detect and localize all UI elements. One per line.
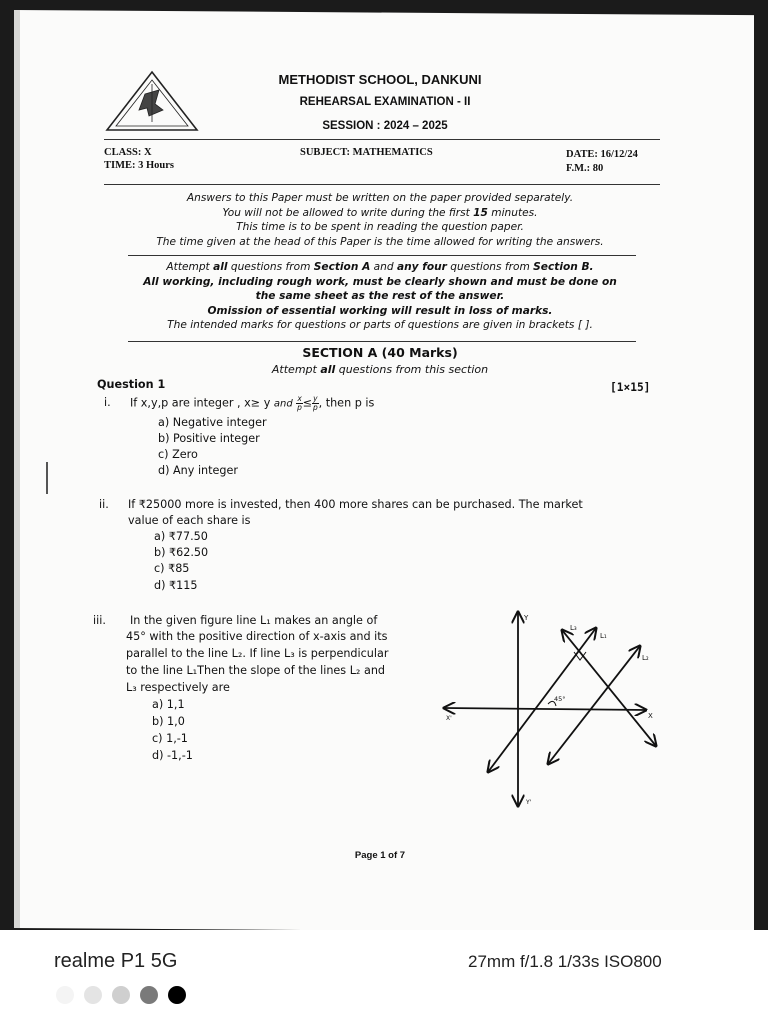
instruction-line: Answers to this Paper must be written on the paper provided separately. [186,192,574,204]
camera-model: realme P1 5G [54,950,178,972]
instruction-bold: 15 [473,206,488,219]
color-dots [56,986,186,1004]
line-l2 [548,646,640,764]
question-stem: 45° with the positive direction of x-axis and its [126,630,388,643]
session-title: SESSION : 2024 – 2025 [322,120,448,132]
instruction-text: You will not be allowed to write during the first [222,206,474,219]
instruction-bold: any four [396,261,447,273]
stem-symbol: ≤ [302,396,313,410]
camera-watermark-bar [0,930,768,1024]
meta-divider [104,184,660,185]
subject-label: SUBJECT: MATHEMATICS [300,147,433,158]
date-label: DATE: 16/12/24 [566,149,638,160]
option: d) Any integer [158,464,238,477]
instruction-line: The intended marks for questions or parts of questions are given in brackets [ ]. [167,319,593,331]
instruction-line [100,260,660,275]
fraction-numerator: x [297,394,302,403]
x-prime-label: X' [446,715,452,722]
class-label: CLASS: X [104,147,152,158]
option: a) ₹77.50 [154,530,208,543]
fraction-numerator: y [313,394,318,403]
camera-specs: 27mm f/1.8 1/33s ISO800 [468,952,662,971]
question-stem: If ₹25000 more is invested, then 400 more shares can be purchased. The market [128,498,583,511]
option: b) Positive integer [158,432,260,445]
question-stem: value of each share is [128,514,251,527]
coordinate-figure [438,606,668,810]
option: b) ₹62.50 [154,546,209,559]
option: d) ₹115 [154,579,198,592]
question-number: iii. [93,614,106,627]
instruction-text: questions from [227,261,314,273]
l1-label: L₁ [600,632,607,640]
stem-text: , then p is [318,396,375,410]
instruction-text: Attempt [166,261,214,273]
fraction-denominator: p [312,403,318,412]
page-number: Page 1 of 7 [354,850,406,861]
instruction-text: minutes. [487,206,538,219]
instruction-bold: Omission of essential working will result in loss of marks. [207,304,553,317]
fraction-denominator: p [297,403,302,412]
general-instructions [100,191,660,249]
paper-edge [14,10,20,928]
instruction-line: This time is to be spent in reading the question paper. [236,221,524,233]
option: c) 1,-1 [152,732,188,745]
time-label: TIME: 3 Hours [104,160,175,171]
subtitle-bold: all [320,363,336,376]
full-marks-label: F.M.: 80 [566,163,604,174]
subtitle-text: Attempt [271,363,321,376]
x-axis [444,708,646,710]
color-dot [168,986,186,1004]
option: b) 1,0 [152,715,185,728]
stem-text: If x,y,p are integer , x≥ y [130,396,271,410]
l3-label: L₃ [570,624,577,632]
color-dot [84,986,102,1004]
l2-label: L₂ [642,654,649,662]
instruction-text: questions from [446,261,534,273]
exam-title: REHEARSAL EXAMINATION - II [299,96,471,108]
option: d) -1,-1 [152,749,193,762]
color-dot [140,986,158,1004]
question-number: ii. [99,498,109,511]
question-number: i. [104,396,111,409]
instruction-bold: the same sheet as the rest of the answer. [255,290,505,302]
angle-label: 45° [554,695,566,703]
question-stem: In the given figure line L₁ makes an angle of [130,614,378,627]
subtitle-text: questions from this section [335,363,489,376]
question-stem: L₃ respectively are [126,681,230,694]
school-name: METHODIST SCHOOL, DANKUNI [278,72,482,87]
section-title: SECTION A (40 Marks) [302,345,458,360]
instruction-line [100,206,660,221]
header-divider [104,139,660,140]
school-logo-icon [105,70,199,132]
section-subtitle [200,363,560,376]
attempt-instructions [100,260,660,333]
pencil-mark [46,462,48,494]
question-stem: to the line L₁Then the slope of the lines L₂ and [126,664,386,677]
option: a) 1,1 [152,698,185,711]
color-dot [112,986,130,1004]
instruction-line [100,289,660,304]
instruction-bold: Section B. [533,261,594,273]
stem-italic: and [273,398,293,410]
instruction-line: The time given at the head of this Paper is the time allowed for writing the answers. [156,235,604,248]
option: c) Zero [158,448,198,461]
y-prime-label: Y' [526,799,532,806]
question-stem: parallel to the line L₂. If line L₃ is perpendicular [126,647,389,660]
y-axis-label: Y [524,614,529,622]
instruction-line [100,304,660,319]
instructions-divider [128,255,636,256]
question-marks: [1×15] [610,381,651,394]
line-l1 [488,628,596,772]
color-dot [56,986,74,1004]
section-divider [128,341,636,342]
instruction-line [100,275,660,290]
instruction-text: and [370,261,397,273]
x-axis-label: X [648,712,653,720]
question-stem [130,395,374,413]
instruction-bold: All working, including rough work, must be clearly shown and must be done on [143,275,617,288]
instruction-bold: Section A [313,261,371,273]
option: a) Negative integer [158,416,267,429]
option: c) ₹85 [154,562,190,575]
question-label: Question 1 [97,378,166,391]
instruction-bold: all [213,261,228,273]
